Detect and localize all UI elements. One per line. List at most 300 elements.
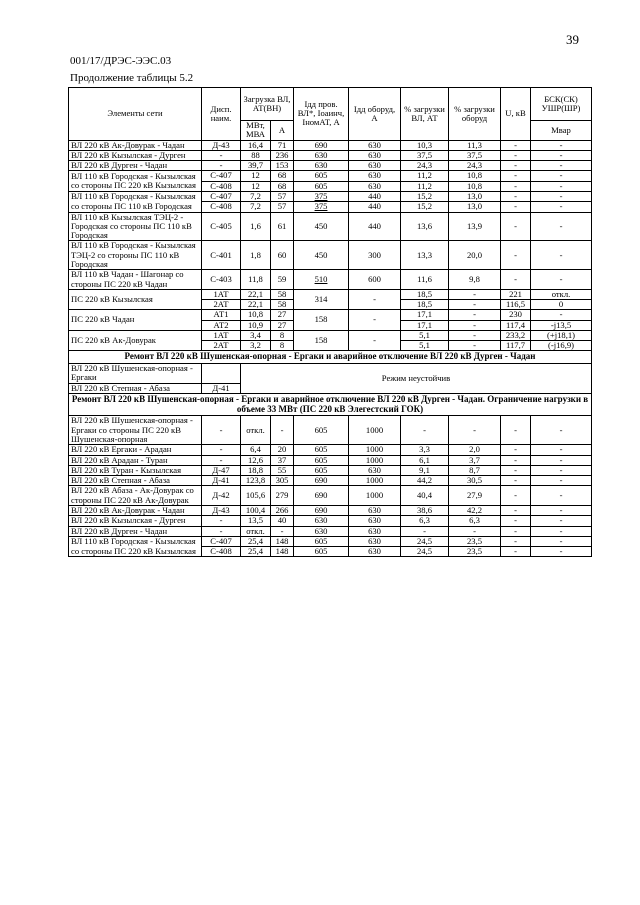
element-name: ВЛ 220 кВ Дурген - Чадан (69, 161, 202, 171)
table-cell: Д-43 (202, 140, 241, 150)
table-cell: 17,1 (401, 310, 449, 320)
table-cell: 279 (271, 486, 294, 506)
table-cell: 24,5 (401, 547, 449, 557)
table-cell: 1000 (349, 455, 401, 465)
table-cell: 6,4 (241, 445, 271, 455)
table-cell: С-401 (202, 241, 241, 270)
table-cell: 10,8 (449, 181, 501, 191)
table-cell: - (501, 445, 531, 455)
table-cell: 13,0 (449, 191, 501, 201)
table-cell: С-403 (202, 270, 241, 290)
table-body (69, 140, 592, 557)
table-cell: 630 (294, 150, 349, 160)
table-cell: 25,4 (241, 547, 271, 557)
table-cell: 5,1 (401, 330, 449, 340)
section-row (69, 351, 592, 364)
table-cell: 44,2 (401, 476, 449, 486)
header-mvar: Мвар (531, 121, 592, 141)
header-idd: Iдд пров. ВЛ*, Iоаинч, IномАТ, А (294, 88, 349, 141)
table-row (69, 364, 592, 384)
table-cell: 22,1 (241, 300, 271, 310)
table-cell: - (531, 547, 592, 557)
table-cell: 2АТ (202, 300, 241, 310)
table-cell: 0 (531, 300, 592, 310)
table-cell: - (531, 516, 592, 526)
table-cell: 6,3 (401, 516, 449, 526)
table-cell: - (449, 300, 501, 310)
header-element: Элементы сети (69, 88, 202, 141)
table-cell: - (449, 310, 501, 320)
element-name: ВЛ 220 кВ Арадан - Туран (69, 455, 202, 465)
table-cell: 450 (294, 241, 349, 270)
table-cell: 27 (271, 320, 294, 330)
table-cell: - (531, 526, 592, 536)
table-cell: 630 (349, 547, 401, 557)
table-cell: 61 (271, 212, 294, 241)
table-cell: 57 (271, 202, 294, 212)
table-cell: - (349, 289, 401, 310)
table-cell: 605 (294, 536, 349, 546)
table-cell: 630 (349, 526, 401, 536)
table-row (69, 140, 592, 150)
table-cell: - (271, 526, 294, 536)
table-cell: - (449, 330, 501, 340)
table-cell: 158 (294, 330, 349, 351)
table-cell: 630 (349, 171, 401, 181)
element-name: ВЛ 110 кВ Кызылская ТЭЦ-2 - Городская со стороны ПС 110 кВ Городская (69, 212, 202, 241)
element-name: ВЛ 220 кВ Кызылская - Дурген (69, 150, 202, 160)
mode-note: Режим неустойчив (241, 364, 592, 394)
table-row (69, 486, 592, 506)
load-table (68, 87, 592, 557)
header-disp: Дисп. наим. (202, 88, 241, 141)
table-cell: 40,4 (401, 486, 449, 506)
table-cell: - (449, 320, 501, 330)
table-cell: 15,2 (401, 202, 449, 212)
element-name: ВЛ 220 кВ Дурген - Чадан (69, 526, 202, 536)
table-cell: - (202, 516, 241, 526)
table-cell: - (531, 506, 592, 516)
table-row (69, 289, 592, 299)
table-cell: 42,2 (449, 506, 501, 516)
table-cell: 12,6 (241, 455, 271, 465)
table-cell: 27 (271, 310, 294, 320)
table-cell: 20 (271, 445, 294, 455)
table-cell: 100,4 (241, 506, 271, 516)
table-cell: 11,8 (241, 270, 271, 290)
table-cell: 690 (294, 476, 349, 486)
table-cell: - (531, 212, 592, 241)
table-cell: 630 (349, 506, 401, 516)
table-cell: 23,5 (449, 536, 501, 546)
table-cell: 22,1 (241, 289, 271, 299)
table-cell: 1АТ (202, 330, 241, 340)
element-name: ВЛ 220 кВ Степная - Абаза (69, 476, 202, 486)
table-cell: 7,2 (241, 191, 271, 201)
table-cell: 148 (271, 547, 294, 557)
table-cell: - (531, 202, 592, 212)
table-cell: 630 (349, 161, 401, 171)
table-cell: 10,9 (241, 320, 271, 330)
table-cell: 630 (349, 150, 401, 160)
table-cell: - (531, 140, 592, 150)
table-cell: 116,5 (501, 300, 531, 310)
header-mw: МВт, МВА (241, 121, 271, 141)
table-row (69, 212, 592, 241)
table-cell: - (501, 212, 531, 241)
table-cell: 375 (294, 202, 349, 212)
table-row (69, 416, 592, 445)
table-cell: 8 (271, 330, 294, 340)
table-cell: 630 (349, 140, 401, 150)
element-name: ВЛ 220 кВ Ак-Довурак - Чадан (69, 506, 202, 516)
table-cell: 13,5 (241, 516, 271, 526)
table-cell: 13,0 (449, 202, 501, 212)
table-cell: - (501, 181, 531, 191)
table-cell: 158 (294, 310, 349, 331)
header-load: Загрузка ВЛ, АТ(ВН) (241, 88, 294, 121)
table-cell: 630 (294, 516, 349, 526)
table-cell: - (531, 270, 592, 290)
header-amp: А (271, 121, 294, 141)
table-cell: 27,9 (449, 486, 501, 506)
table-cell: С-407 (202, 191, 241, 201)
table-cell: Д-43 (202, 506, 241, 516)
table-cell: - (531, 416, 592, 445)
table-cell: 314 (294, 289, 349, 310)
table-cell: 71 (271, 140, 294, 150)
element-name: ВЛ 220 кВ Абаза - Ак-Довурак со стороны ПС 220 кВ Ак-Довурак (69, 486, 202, 506)
table-cell: - (202, 416, 241, 445)
table-cell: откл. (241, 416, 271, 445)
table-cell: 153 (271, 161, 294, 171)
table-cell: 11,2 (401, 181, 449, 191)
table-row (69, 310, 592, 320)
table-cell: 15,2 (401, 191, 449, 201)
table-cell: 630 (349, 536, 401, 546)
table-cell: 440 (349, 212, 401, 241)
table-cell: - (531, 445, 592, 455)
table-cell: 6,3 (449, 516, 501, 526)
table-cell: 1000 (349, 416, 401, 445)
table-cell: 1АТ (202, 289, 241, 299)
table-cell: - (501, 516, 531, 526)
table-cell: 236 (271, 150, 294, 160)
table-cell: 630 (294, 526, 349, 536)
header-pct-equip: % загрузки оборуд (449, 88, 501, 141)
table-cell: 3,3 (401, 445, 449, 455)
document-code: 001/17/ДРЭС-ЭЭС.03 (70, 55, 172, 67)
element-name: ВЛ 110 кВ Городская - Кызылская со стороны ПС 220 кВ Кызылская (69, 536, 202, 557)
table-cell: 16,4 (241, 140, 271, 150)
table-cell: 630 (349, 516, 401, 526)
table-row (69, 476, 592, 486)
table-cell: - (501, 465, 531, 475)
table-cell: 630 (349, 181, 401, 191)
table-row (69, 161, 592, 171)
table-cell: 9,8 (449, 270, 501, 290)
header-idd-equip: Iдд оборуд, А (349, 88, 401, 141)
table-cell: - (531, 465, 592, 475)
table-cell: Д-41 (202, 383, 241, 393)
table-cell: 20,0 (449, 241, 501, 270)
table-cell: 440 (349, 202, 401, 212)
table-cell: - (449, 341, 501, 351)
table-cell: 5,1 (401, 341, 449, 351)
table-cell: 58 (271, 300, 294, 310)
table-cell: 117,4 (501, 320, 531, 330)
table-cell: - (531, 536, 592, 546)
table-cell: 30,5 (449, 476, 501, 486)
table-cell: 450 (294, 212, 349, 241)
table-row (69, 516, 592, 526)
table-cell: - (202, 150, 241, 160)
table-cell: - (531, 171, 592, 181)
table-cell: 8 (271, 341, 294, 351)
table-cell: 8,7 (449, 465, 501, 475)
table-cell: 1000 (349, 445, 401, 455)
table-cell: С-408 (202, 547, 241, 557)
header-bsk: БСК(СК) УШР(ШР) (531, 88, 592, 121)
table-cell: 6,1 (401, 455, 449, 465)
table-row (69, 526, 592, 536)
table-cell: - (501, 241, 531, 270)
element-name: ВЛ 110 кВ Городская - Кызылская ТЭЦ-2 со стороны ПС 110 кВ Городская (69, 241, 202, 270)
table-cell: - (531, 161, 592, 171)
table-cell: 1000 (349, 486, 401, 506)
table-cell: 37,5 (401, 150, 449, 160)
table-cell: - (531, 486, 592, 506)
table-cell: Д-47 (202, 465, 241, 475)
table-cell: 10,3 (401, 140, 449, 150)
table-cell: 18,5 (401, 300, 449, 310)
table-cell: 18,8 (241, 465, 271, 475)
table-cell: С-405 (202, 212, 241, 241)
table-cell: Д-41 (202, 476, 241, 486)
table-cell: 117,7 (501, 341, 531, 351)
table-cell: 24,3 (401, 161, 449, 171)
table-header (69, 88, 592, 141)
table-cell: 605 (294, 181, 349, 191)
header-voltage: U, кВ (501, 88, 531, 141)
element-name: ВЛ 220 кВ Шушенская-опорная - Ергаки (69, 364, 202, 384)
table-cell: - (449, 289, 501, 299)
table-cell: 10,8 (449, 171, 501, 181)
table-cell: 3,7 (449, 455, 501, 465)
table-cell: - (501, 161, 531, 171)
table-cell: - (449, 526, 501, 536)
table-cell: 148 (271, 536, 294, 546)
table-cell: - (349, 330, 401, 351)
table-cell: 1000 (349, 476, 401, 486)
table-row (69, 536, 592, 546)
table-cell: - (501, 506, 531, 516)
table-cell: - (531, 181, 592, 191)
table-cell: 13,6 (401, 212, 449, 241)
table-cell: - (501, 526, 531, 536)
table-cell: 7,2 (241, 202, 271, 212)
table-cell: С-407 (202, 171, 241, 181)
table-cell: - (449, 416, 501, 445)
element-name: ВЛ 110 кВ Городская - Кызылская со стороны ПС 220 кВ Кызылская (69, 171, 202, 192)
table-cell: 510 (294, 270, 349, 290)
section-row (69, 394, 592, 416)
table-cell: - (349, 310, 401, 331)
table-cell: - (501, 140, 531, 150)
table-cell: 11,2 (401, 171, 449, 181)
table-cell: 24,5 (401, 536, 449, 546)
table-cell: 38,6 (401, 506, 449, 516)
table-cell: 57 (271, 191, 294, 201)
table-row (69, 330, 592, 340)
element-name: ВЛ 220 кВ Ак-Довурак - Чадан (69, 140, 202, 150)
table-cell: 221 (501, 289, 531, 299)
table-cell: - (271, 416, 294, 445)
element-name: ВЛ 220 кВ Кызылская - Дурген (69, 516, 202, 526)
table-cell: 18,5 (401, 289, 449, 299)
table-cell: 600 (349, 270, 401, 290)
table-cell: 37 (271, 455, 294, 465)
table-cell: (-j16,9) (531, 341, 592, 351)
table-cell: - (202, 161, 241, 171)
element-name: ВЛ 110 кВ Городская - Кызылская со стороны ПС 110 кВ Городская (69, 191, 202, 212)
table-cell: С-408 (202, 202, 241, 212)
table-cell: 58 (271, 289, 294, 299)
table-cell: 440 (349, 191, 401, 201)
table-cell: 605 (294, 465, 349, 475)
table-cell: АТ1 (202, 310, 241, 320)
table-row (69, 150, 592, 160)
table-cell: 24,3 (449, 161, 501, 171)
table-cell: - (401, 526, 449, 536)
table-cell: - (202, 526, 241, 536)
element-name: ВЛ 220 кВ Туран - Кызылская (69, 465, 202, 475)
table-cell: 17,1 (401, 320, 449, 330)
table-cell: - (501, 202, 531, 212)
table-row (69, 191, 592, 201)
table-cell: 123,8 (241, 476, 271, 486)
table-cell: 12 (241, 171, 271, 181)
table-cell: - (401, 416, 449, 445)
element-name: ПС 220 кВ Чадан (69, 310, 202, 331)
section-title: Ремонт ВЛ 220 кВ Шушенская-опорная - Ергаки и аварийное отключение ВЛ 220 кВ Дурген - Чадан. Ограничение нагрузки в объеме 33 МВт (ПС 220 кВ Элегестский ГОК) (69, 394, 592, 416)
table-cell: 605 (294, 547, 349, 557)
table-cell: - (531, 455, 592, 465)
table-cell: 68 (271, 171, 294, 181)
table-cell: С-408 (202, 181, 241, 191)
element-name: ВЛ 220 кВ Степная - Абаза (69, 383, 202, 393)
table-cell: 375 (294, 191, 349, 201)
table-cell: - (531, 191, 592, 201)
table-row (69, 171, 592, 181)
table-cell: - (501, 486, 531, 506)
table-row (69, 270, 592, 290)
table-cell: С-407 (202, 536, 241, 546)
table-cell: 266 (271, 506, 294, 516)
table-cell: 233,2 (501, 330, 531, 340)
element-name: ВЛ 220 кВ Шушенская-опорная - Ергаки со стороны ПС 220 кВ Шушенская-опорная (69, 416, 202, 445)
header-pct-line: % загрузки ВЛ, АТ (401, 88, 449, 141)
table-cell: (+j18,1) (531, 330, 592, 340)
table-cell: 23,5 (449, 547, 501, 557)
table-cell: 40 (271, 516, 294, 526)
section-title: Ремонт ВЛ 220 кВ Шушенская-опорная - Ергаки и аварийное отключение ВЛ 220 кВ Дурген - Чадан (69, 351, 592, 364)
table-cell: - (531, 241, 592, 270)
element-name: ПС 220 кВ Ак-Довурак (69, 330, 202, 351)
table-cell: 25,4 (241, 536, 271, 546)
table-cell: 105,6 (241, 486, 271, 506)
table-cell: - (501, 270, 531, 290)
table-row (69, 465, 592, 475)
table-cell: 690 (294, 506, 349, 516)
table-cell: 12 (241, 181, 271, 191)
table-cell: - (202, 445, 241, 455)
table-cell: 68 (271, 181, 294, 191)
table-cell: 690 (294, 140, 349, 150)
table-cell: 2,0 (449, 445, 501, 455)
table-cell: откл. (531, 289, 592, 299)
table-cell: откл. (241, 526, 271, 536)
table-cell: 3,2 (241, 341, 271, 351)
table-cell: 59 (271, 270, 294, 290)
table-cell: 605 (294, 455, 349, 465)
table-cell: 88 (241, 150, 271, 160)
element-name: ВЛ 110 кВ Чадан - Шагонар со стороны ПС 220 кВ Чадан (69, 270, 202, 290)
element-name: ПС 220 кВ Кызылская (69, 289, 202, 310)
table-cell: 10,8 (241, 310, 271, 320)
table-cell: 39,7 (241, 161, 271, 171)
table-row (69, 455, 592, 465)
table-cell: 55 (271, 465, 294, 475)
page-number: 39 (566, 32, 579, 47)
table-cell: АТ2 (202, 320, 241, 330)
table-cell: - (501, 476, 531, 486)
table-cell: 60 (271, 241, 294, 270)
table-cell: - (501, 536, 531, 546)
element-name: ВЛ 220 кВ Ергаки - Арадан (69, 445, 202, 455)
table-row (69, 241, 592, 270)
table-cell: 37,5 (449, 150, 501, 160)
table-caption: Продолжение таблицы 5.2 (70, 72, 194, 84)
table-cell: 2АТ (202, 341, 241, 351)
table-cell: - (202, 455, 241, 465)
table-cell: Д-42 (202, 486, 241, 506)
table-cell: - (501, 150, 531, 160)
table-cell: 9,1 (401, 465, 449, 475)
table-cell: 1,8 (241, 241, 271, 270)
table-cell: 630 (349, 465, 401, 475)
table-cell: 13,9 (449, 212, 501, 241)
table-cell: 230 (501, 310, 531, 320)
table-cell: - (501, 547, 531, 557)
table-cell: 605 (294, 416, 349, 445)
table-cell: 3,4 (241, 330, 271, 340)
table-cell: - (501, 171, 531, 181)
table-cell: - (501, 416, 531, 445)
table-cell: 690 (294, 486, 349, 506)
table-cell: 1,6 (241, 212, 271, 241)
table-row (69, 445, 592, 455)
table-cell: 11,3 (449, 140, 501, 150)
table-cell: 605 (294, 171, 349, 181)
table-cell: - (531, 310, 592, 320)
table-cell: -j13,5 (531, 320, 592, 330)
table-cell: 630 (294, 161, 349, 171)
table-cell: - (501, 191, 531, 201)
table-cell: - (531, 150, 592, 160)
table-cell: 300 (349, 241, 401, 270)
table-cell: 605 (294, 445, 349, 455)
